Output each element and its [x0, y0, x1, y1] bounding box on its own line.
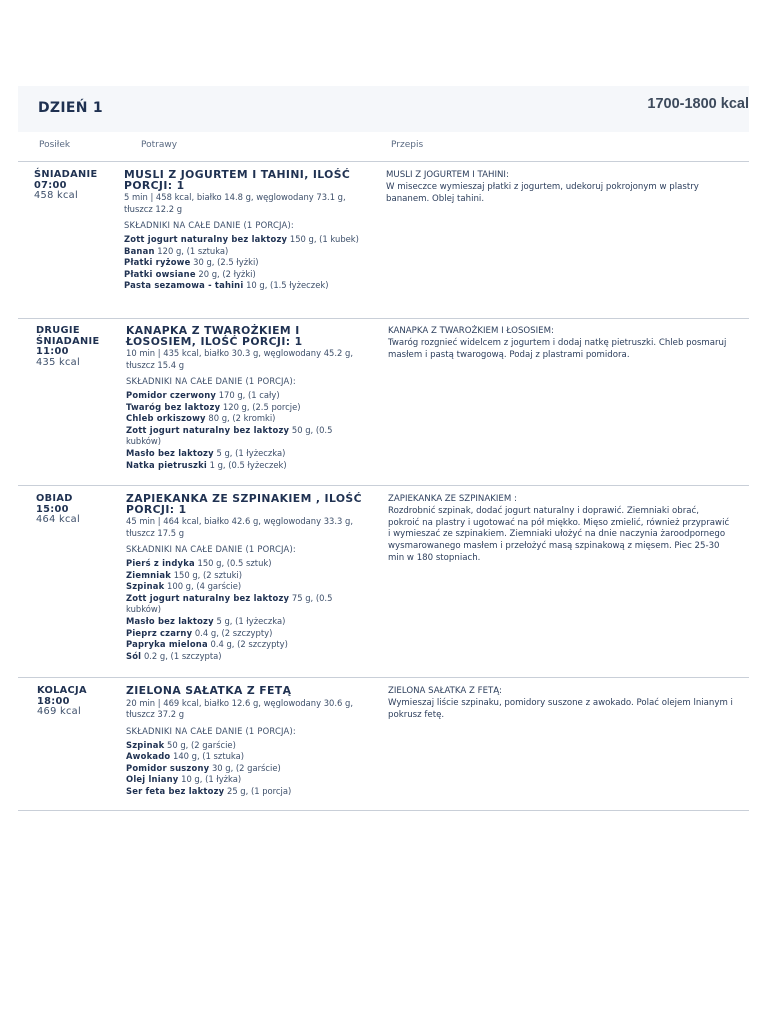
ingredient-amount: 0.4 g, (2 szczypty)	[194, 627, 273, 638]
ingredient-name: Pomidor suszony	[126, 762, 210, 773]
ingredient-amount: 0.4 g, (2 szczypty)	[210, 639, 288, 650]
recipe-block	[388, 686, 733, 721]
column-header-dishes: Potrawy	[141, 140, 178, 150]
ingredient-amount: 120 g, (2.5 porcje)	[222, 401, 301, 412]
meal-info	[34, 170, 124, 202]
ingredient-amount: 150 g, (0.5 sztuk)	[197, 558, 272, 568]
meal-name: OBIAD	[36, 493, 73, 504]
meal-kcal: 435 kcal	[36, 356, 80, 368]
meal-info	[36, 494, 126, 526]
meal-name: KOLACJA	[37, 685, 87, 696]
ingredient-item	[126, 448, 362, 460]
recipe-title: ZIELONA SAŁATKA Z FETĄ:	[388, 686, 502, 696]
ingredient-item	[126, 581, 362, 593]
recipe-block	[388, 494, 733, 565]
recipe-title: KANAPKA Z TWAROŻKIEM I ŁOSOSIEM:	[388, 326, 554, 336]
divider	[18, 318, 749, 319]
ingredient-item	[126, 786, 362, 798]
meal-name: DRUGIE ŚNIADANIE	[36, 325, 100, 347]
ingredient-item	[126, 616, 362, 628]
ingredient-amount: 10 g, (1.5 łyżeczek)	[246, 280, 329, 291]
meal-info	[37, 686, 127, 718]
ingredient-name: Zott jogurt naturalny bez laktozy	[126, 592, 290, 603]
dish-title: ZAPIEKANKA ZE SZPINAKIEM , ILOŚĆ PORCJI: 1	[126, 492, 362, 516]
divider	[18, 485, 749, 486]
ingredient-name: Pasta sezamowa - tahini	[124, 280, 244, 291]
ingredient-item	[126, 460, 362, 472]
meal-time: 07:00	[34, 179, 67, 191]
ingredient-amount: 75 g, (0.5 kubków)	[126, 592, 333, 615]
ingredient-item	[124, 234, 360, 246]
meal-info	[36, 326, 126, 368]
ingredient-item	[126, 651, 362, 663]
ingredient-name: Pierś z indyka	[126, 558, 195, 568]
ingredient-amount: 150 g, (1 kubek)	[289, 234, 359, 244]
ingredient-amount: 30 g, (2 garście)	[211, 762, 281, 773]
recipe-title: MUSLI Z JOGURTEM I TAHINI:	[386, 170, 509, 180]
ingredient-name: Masło bez laktozy	[126, 615, 214, 626]
ingredient-item	[124, 280, 360, 292]
ingredient-amount: 50 g, (2 garście)	[167, 739, 236, 750]
dish-nutrition: 5 min | 458 kcal, białko 14.8 g, węglowodany 73.1 g, tłuszcz 12.2 g	[124, 192, 346, 214]
ingredient-name: Zott jogurt naturalny bez laktozy	[124, 234, 288, 244]
ingredient-name: Natka pietruszki	[126, 459, 207, 470]
column-header-meal: Posiłek	[39, 140, 71, 150]
dish-title: MUSLI Z JOGURTEM I TAHINI, ILOŚĆ PORCJI: 1	[124, 168, 351, 192]
ingredient-amount: 150 g, (2 sztuki)	[173, 569, 243, 580]
ingredient-item	[124, 269, 360, 281]
ingredient-amount: 20 g, (2 łyżki)	[198, 268, 256, 279]
ingredients-header: SKŁADNIKI NA CAŁE DANIE (1 PORCJA):	[126, 725, 296, 736]
ingredient-item	[126, 593, 362, 616]
ingredient-name: Pomidor czerwony	[126, 390, 217, 400]
ingredient-amount: 30 g, (2.5 łyżki)	[193, 257, 259, 268]
meal-kcal: 469 kcal	[37, 706, 81, 717]
ingredient-name: Masło bez laktozy	[126, 447, 214, 458]
ingredient-amount: 50 g, (0.5 kubków)	[126, 424, 333, 447]
ingredient-amount: 5 g, (1 łyżeczka)	[216, 447, 286, 458]
recipe-text: Twaróg rozgnieć widelcem z jogurtem i dodaj natkę pietruszki. Chleb posmaruj masłem i pastą twarogową. Podaj z plastrami pomidora.	[388, 337, 727, 360]
ingredient-name: Olej lniany	[126, 774, 179, 785]
ingredient-amount: 170 g, (1 cały)	[218, 390, 280, 400]
column-header-recipe: Przepis	[391, 140, 424, 150]
ingredient-item	[126, 413, 362, 425]
ingredient-name: Ziemniak	[126, 569, 172, 580]
ingredient-amount: 140 g, (1 sztuka)	[173, 751, 245, 762]
recipe-text: Rozdrobnić szpinak, dodać jogurt naturalny i doprawić. Ziemniaki obrać, pokroić na plastry i ugotować na pół miękko. Mięso zmielić, również przyprawić i wymieszać ze szpinakiem. Ziemniaki ułożyć na dnie naczynia żaroodpornego wysmarowanego masłem i przełożyć masą szpinakową z mięsem. Piec 25-30 min w 180 stopniach.	[388, 505, 730, 563]
ingredient-name: Awokado	[126, 751, 171, 762]
ingredient-item	[126, 402, 362, 414]
divider	[18, 810, 749, 811]
ingredient-name: Szpinak	[126, 581, 165, 592]
dish-block	[126, 326, 362, 471]
ingredient-amount: 5 g, (1 łyżeczka)	[216, 615, 286, 626]
dish-title: ZIELONA SAŁATKA Z FETĄ	[126, 684, 292, 697]
ingredient-item	[126, 570, 362, 582]
ingredient-name: Ser feta bez laktozy	[126, 785, 225, 796]
ingredient-amount: 120 g, (1 sztuka)	[157, 245, 229, 256]
ingredient-name: Chleb orkiszowy	[126, 413, 206, 424]
recipe-text: Wymieszaj liście szpinaku, pomidory suszone z awokado. Polać olejem lnianym i pokrusz fetę.	[388, 697, 733, 720]
ingredient-item	[124, 257, 360, 269]
divider	[18, 677, 749, 678]
ingredient-item	[126, 558, 362, 570]
ingredient-amount: 10 g, (1 łyżka)	[181, 774, 242, 785]
dish-block	[126, 686, 362, 797]
ingredient-item	[126, 763, 362, 775]
day-header	[18, 86, 749, 132]
dish-nutrition: 45 min | 464 kcal, białko 42.6 g, węglowodany 33.3 g, tłuszcz 17.5 g	[126, 516, 353, 538]
ingredient-amount: 100 g, (4 garście)	[167, 581, 242, 592]
ingredient-amount: 1 g, (0.5 łyżeczek)	[209, 459, 287, 470]
dish-block	[126, 494, 362, 662]
dish-nutrition: 20 min | 469 kcal, białko 12.6 g, węglowodany 30.6 g, tłuszcz 37.2 g	[126, 697, 353, 719]
meal-time: 15:00	[36, 503, 69, 515]
ingredient-item	[126, 740, 362, 752]
meal-kcal: 458 kcal	[34, 190, 78, 201]
ingredient-item	[126, 774, 362, 786]
ingredient-item	[126, 390, 362, 402]
ingredients-header: SKŁADNIKI NA CAŁE DANIE (1 PORCJA):	[126, 376, 296, 386]
ingredient-name: Banan	[124, 245, 155, 256]
day-title: DZIEŃ 1	[38, 100, 103, 116]
divider	[18, 161, 749, 162]
ingredient-name: Twaróg bez laktozy	[126, 401, 221, 412]
ingredient-name: Szpinak	[126, 739, 165, 750]
ingredient-name: Papryka mielona	[126, 639, 208, 650]
ingredient-item	[126, 425, 362, 448]
ingredient-name: Zott jogurt naturalny bez laktozy	[126, 424, 290, 435]
recipe-text: W miseczce wymieszaj płatki z jogurtem, udekoruj pokrojonym w plastry bananem. Oblej tahini.	[386, 181, 699, 204]
ingredient-item	[126, 628, 362, 640]
meal-time: 18:00	[37, 695, 70, 707]
ingredient-amount: 80 g, (2 kromki)	[208, 413, 276, 424]
ingredient-amount: 0.2 g, (1 szczypta)	[143, 650, 222, 661]
ingredient-amount: 25 g, (1 porcja)	[226, 785, 292, 796]
meal-time: 11:00	[36, 346, 69, 357]
ingredients-header: SKŁADNIKI NA CAŁE DANIE (1 PORCJA):	[126, 544, 296, 554]
meal-name: ŚNIADANIE	[34, 169, 98, 180]
ingredient-item	[126, 639, 362, 651]
ingredient-item	[124, 246, 360, 258]
dish-title: KANAPKA Z TWAROŻKIEM I ŁOSOSIEM, ILOŚĆ PORCJI: 1	[126, 324, 303, 348]
kcal-range: 1700-1800 kcal	[647, 96, 749, 112]
ingredient-name: Sól	[126, 650, 142, 661]
recipe-block	[388, 326, 733, 361]
dish-nutrition: 10 min | 435 kcal, białko 30.3 g, węglowodany 45.2 g, tłuszcz 15.4 g	[126, 348, 353, 370]
ingredient-name: Płatki ryżowe	[124, 257, 191, 268]
recipe-block	[386, 170, 731, 205]
ingredient-name: Płatki owsiane	[124, 268, 196, 279]
meal-kcal: 464 kcal	[36, 514, 80, 525]
ingredients-header: SKŁADNIKI NA CAŁE DANIE (1 PORCJA):	[124, 220, 294, 230]
ingredient-name: Pieprz czarny	[126, 627, 193, 638]
recipe-title: ZAPIEKANKA ZE SZPINAKIEM :	[388, 494, 517, 504]
dish-block	[124, 170, 360, 292]
ingredient-item	[126, 751, 362, 763]
